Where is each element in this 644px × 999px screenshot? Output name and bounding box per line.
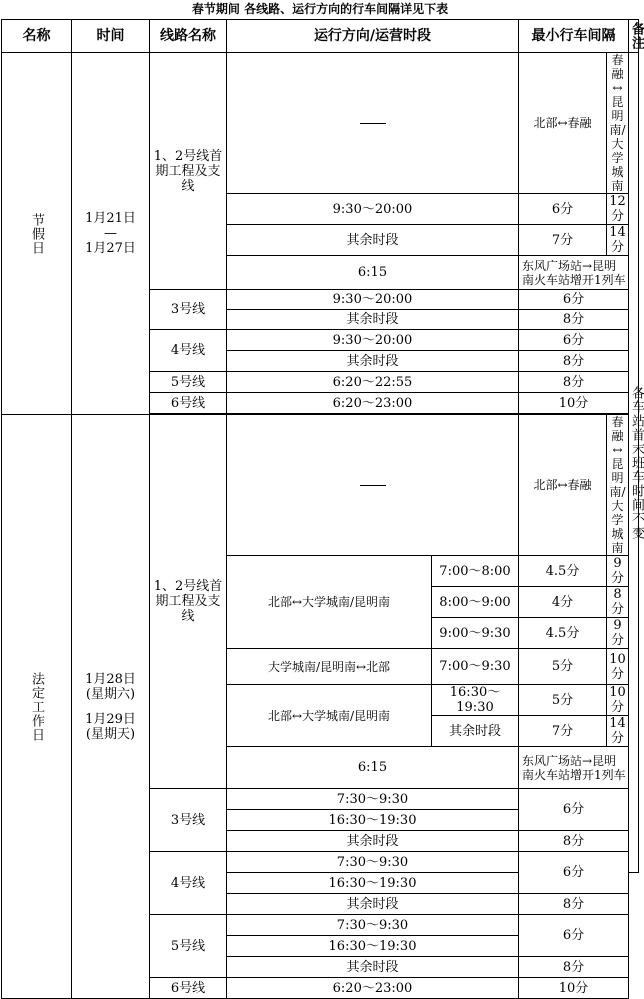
workday-line3-name: 3号线 — [150, 789, 227, 852]
header-name: 名称 — [2, 20, 72, 53]
interval-cell: 9分 — [607, 556, 629, 587]
workday-line12-dir-a: 北部↔春融 — [519, 415, 607, 556]
header-direction: 运行方向/运营时段 — [227, 20, 519, 53]
workday-name-cell — [2, 415, 72, 999]
period-cell: 7:30～9:30 — [227, 915, 519, 936]
interval-cell: 6分 — [519, 789, 629, 831]
interval-cell: 10分 — [519, 978, 629, 999]
period-cell: 16:30～19:30 — [227, 873, 519, 894]
workday-name: 法定工作日 — [29, 671, 44, 742]
header-note-text: 备注 — [629, 22, 644, 50]
period-cell: 其余时段 — [432, 716, 519, 747]
holiday-date-cell — [72, 53, 150, 415]
holiday-name: 节假日 — [29, 212, 44, 255]
table-row — [2, 415, 639, 556]
period-cell: 7:30～9:30 — [227, 852, 519, 873]
period-cell: 其余时段 — [227, 831, 519, 852]
workday-line12-dir-header — [227, 415, 519, 556]
workday-date2: 1月29日 — [85, 711, 136, 727]
group3-dir: 北部↔大学城南/昆明南 — [227, 685, 432, 747]
interval-cell: 8分 — [519, 351, 629, 372]
interval-cell: 8分 — [519, 310, 629, 330]
header-time: 时间 — [72, 20, 150, 53]
interval-cell: 14分 — [607, 716, 629, 747]
period-cell: 其余时段 — [227, 957, 519, 978]
interval-cell: 4分 — [519, 587, 607, 618]
period-cell: 9:00～9:30 — [432, 618, 519, 649]
extra-train-cell: 东风广场站→昆明南火车站增开1列车 — [519, 256, 629, 290]
interval-cell: 7分 — [519, 225, 607, 256]
period-cell: 16:30～19:30 — [432, 685, 519, 716]
table-title: 春节期间 各线路、运行方向的行车间隔详见下表 — [191, 2, 449, 16]
extra-train-cell: 东风广场站→昆明南火车站增开1列车 — [519, 747, 629, 789]
interval-cell: 4.5分 — [519, 618, 607, 649]
period-cell: 其余时段 — [227, 894, 519, 915]
holiday-line4-name: 4号线 — [150, 330, 227, 372]
extra-time-cell: 6:15 — [227, 747, 519, 789]
header-note — [629, 20, 644, 53]
holiday-line12-dir-a: 北部↔春融 — [519, 53, 607, 194]
interval-cell: 8分 — [519, 831, 629, 852]
interval-cell: 5分 — [519, 685, 607, 716]
interval-cell: 8分 — [519, 894, 629, 915]
interval-cell: 6分 — [519, 330, 629, 351]
holiday-line12-dir-header — [227, 53, 519, 194]
period-cell: 6:20～22:55 — [227, 372, 519, 393]
interval-cell: 10分 — [519, 393, 629, 414]
interval-cell: 12分 — [607, 194, 629, 225]
group1-dir: 北部↔大学城南/昆明南 — [227, 556, 432, 649]
interval-cell: 8分 — [519, 372, 629, 393]
interval-cell: 6分 — [519, 915, 629, 957]
workday-day2: (星期天) — [85, 726, 136, 742]
interval-cell: 7分 — [519, 716, 607, 747]
interval-cell: 9分 — [607, 618, 629, 649]
period-cell: 其余时段 — [227, 351, 519, 372]
period-cell: 6:20～23:00 — [227, 978, 519, 999]
interval-cell: 5分 — [519, 649, 607, 685]
note-text: 各车站首末班车时间不变 — [629, 385, 644, 540]
period-cell: 9:30～20:00 — [227, 290, 519, 310]
period-cell: 其余时段 — [227, 225, 519, 256]
interval-cell: 6分 — [519, 194, 607, 225]
holiday-name-cell — [2, 53, 72, 415]
holiday-date-start: 1月21日 — [85, 211, 136, 226]
header-row — [2, 20, 639, 53]
holiday-line5-name: 5号线 — [150, 372, 227, 393]
dash-mark — [360, 123, 386, 124]
holiday-line12-name: 1、2号线首期工程及支线 — [150, 53, 227, 290]
holiday-date-sep: — — [104, 226, 117, 241]
interval-cell: 6分 — [519, 852, 629, 894]
holiday-line3-name: 3号线 — [150, 290, 227, 330]
interval-cell: 6分 — [519, 290, 629, 310]
period-cell: 7:00～9:30 — [432, 649, 519, 685]
workday-date-cell — [72, 415, 150, 999]
period-cell: 16:30～19:30 — [227, 810, 519, 831]
workday-date1: 1月28日 — [85, 671, 136, 687]
interval-cell: 14分 — [607, 225, 629, 256]
period-cell: 9:30～20:00 — [227, 330, 519, 351]
group2-dir: 大学城南/昆明南↔北部 — [227, 649, 432, 685]
period-cell: 16:30～19:30 — [227, 936, 519, 957]
interval-cell: 4.5分 — [519, 556, 607, 587]
holiday-line12-dir-b: 春融↔昆明南/大学城南 — [607, 53, 629, 194]
header-line: 线路名称 — [150, 20, 227, 53]
workday-line12-dir-b: 春融↔昆明南/大学城南 — [607, 415, 629, 556]
period-cell: 9:30～20:00 — [227, 194, 519, 225]
holiday-date-end: 1月27日 — [85, 241, 136, 256]
interval-cell: 8分 — [607, 587, 629, 618]
workday-line5-name: 5号线 — [150, 915, 227, 978]
workday-line6-name: 6号线 — [150, 978, 227, 999]
table-row — [2, 53, 639, 194]
extra-time-cell: 6:15 — [227, 256, 519, 290]
interval-cell: 10分 — [607, 685, 629, 716]
period-cell: 其余时段 — [227, 310, 519, 330]
interval-cell: 8分 — [519, 957, 629, 978]
note-cell — [629, 53, 644, 873]
workday-line4-name: 4号线 — [150, 852, 227, 915]
schedule-table — [1, 19, 644, 999]
workday-day1: (星期六) — [85, 686, 136, 702]
spacer — [72, 702, 149, 712]
period-cell: 8:00～9:00 — [432, 587, 519, 618]
workday-line12-name: 1、2号线首期工程及支线 — [150, 415, 227, 789]
interval-cell: 10分 — [607, 649, 629, 685]
period-cell: 7:00～8:00 — [432, 556, 519, 587]
holiday-line6-name: 6号线 — [150, 393, 227, 414]
header-interval: 最小行车间隔 — [519, 20, 629, 53]
dash-mark — [360, 485, 386, 486]
period-cell: 6:20～23:00 — [227, 393, 519, 414]
period-cell: 7:30～9:30 — [227, 789, 519, 810]
